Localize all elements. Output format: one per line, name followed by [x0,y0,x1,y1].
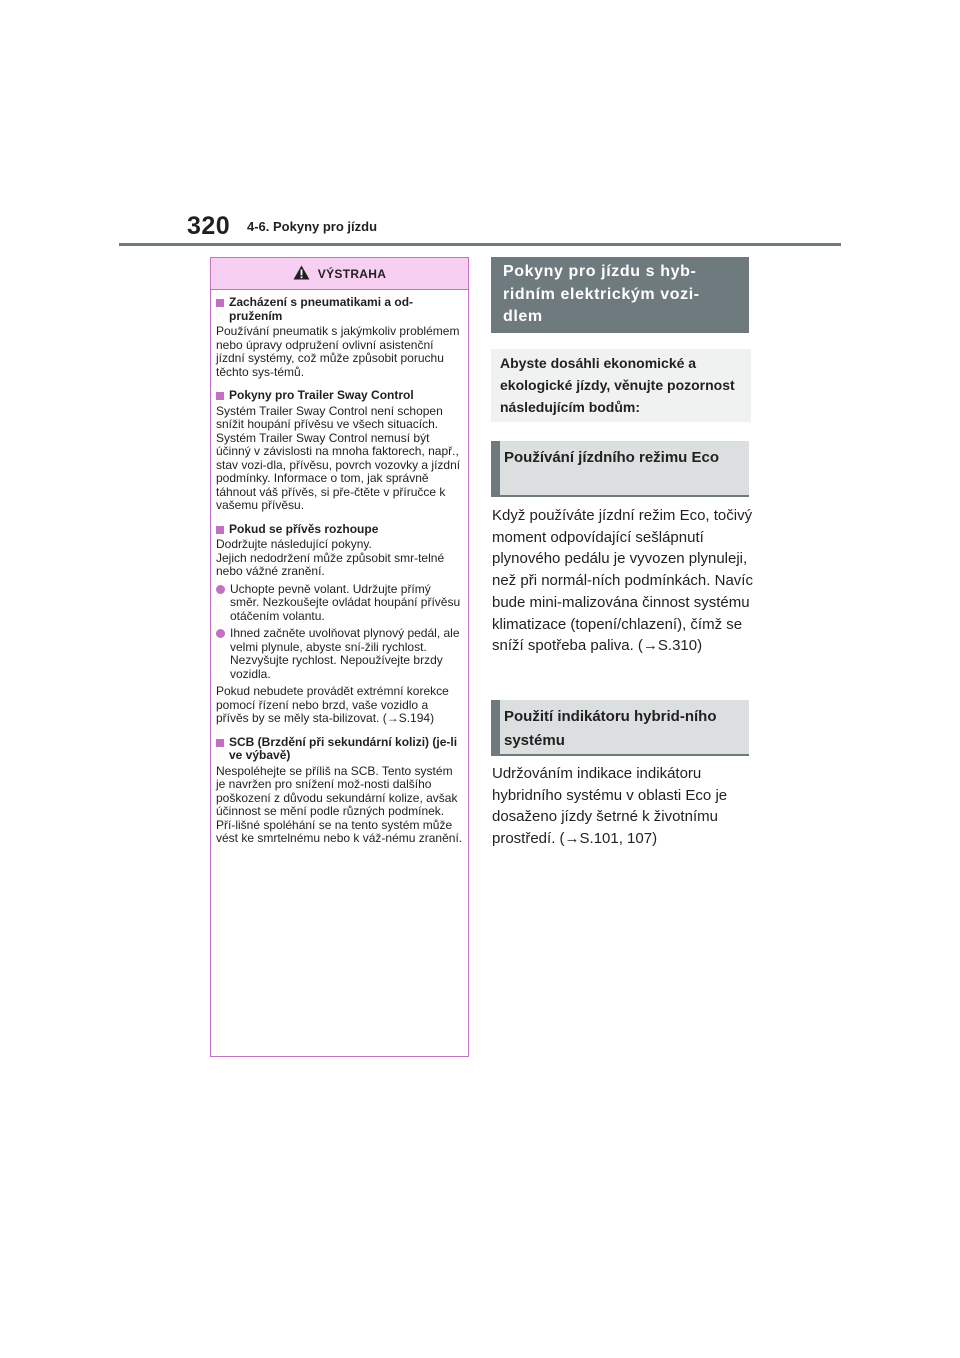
warning-triangle-icon [293,265,310,283]
warning-heading: SCB (Brzdění při sekundární kolizi) (je-li ve výbavě) [216,736,463,763]
warning-bullet: Ihned začněte uvolňovat plynový pedál, ale velmi plynule, abyste sní-žili rychlost. Nezvyšujte rychlost. Nepoužívejte brzdy vozidla. [216,627,463,681]
round-bullet-icon [216,585,225,594]
warning-box [210,257,469,1057]
body-text: Když používáte jízdní režim Eco, točivý moment odpovídající sešlápnutí plynového pedálu je vyvozen plynuleji, než při normál-ních podmínkách. Navíc bude mini-malizována činnost systému klimatizace (topení/chlazení), čímž se sníží spotřeba paliva. (→S.310) [492,507,753,655]
warning-header [211,258,468,290]
main-heading: Pokyny pro jízdu s hyb-ridním elektrickým vozi-dlem [491,257,749,333]
section-title: 4-6. Pokyny pro jízdu [247,219,378,234]
square-bullet-icon [216,739,224,747]
sub-heading: Používání jízdního režimu Eco [491,441,749,497]
warning-body [211,290,468,846]
warning-paragraph: Dodržujte následující pokyny. [216,537,372,551]
sub-heading: Použití indikátoru hybrid-ního systému [491,700,749,756]
warning-heading: Pokud se přívěs rozhoupe [216,523,463,537]
warning-title: VÝSTRAHA [317,266,387,281]
square-bullet-icon [216,392,224,400]
warning-paragraph: Systém Trailer Sway Control není schopen snížit houpání přívěsu ve všech situacích. Systém Trailer Sway Control nemusí být účinný v závislosti na mnoha faktorech, např., stav vozi-dla, přívěsu, povrch vozovky a jízdní podmínky. Informace o tom, jak správně táhnout váš přívěs, si pře-čtěte v příručce k vašemu přívěsu. [216,403,461,512]
header-rule [119,243,841,246]
warning-paragraph: Jejich nedodržení může způsobit smr-telné nebo vážné zranění. [216,550,445,578]
warning-heading: Pokyny pro Trailer Sway Control [216,389,463,403]
page-number: 320 [187,212,231,240]
warning-paragraph: Používání pneumatik s jakýmkoliv problémem nebo úpravy odpružení ovlivní asistenční jízdní systémy, což může způsobit poruchu těchto sys-témů. [216,324,460,379]
warning-bullet: Uchopte pevně volant. Udržujte přímý směr. Nezkoušejte ovládat houpání přívěsu otáčením volantu. [216,583,463,624]
square-bullet-icon [216,526,224,534]
warning-paragraph: Nespoléhejte se příliš na SCB. Tento systém je navržen pro snížení mož-nosti dalšího poškození z důvodu sekundární kolize, avšak účinnost se mění podle různých podmínek. Pří-lišné spoléhání se na tento systém může vést ke smrtelnému nebo k váž-nému zranění. [216,763,463,845]
intro-box: Abyste dosáhli ekonomické a ekologické jízdy, věnujte pozornost následujícím bodům: [491,349,751,422]
round-bullet-icon [216,629,225,638]
warning-paragraph: Pokud nebudete provádět extrémní korekce pomocí řízení nebo brzd, vaše vozidlo a přívěs by se měly sta-bilizovat. (→S.194) [216,684,449,725]
warning-heading: Zacházení s pneumatikami a od-pružením [216,296,463,323]
square-bullet-icon [216,299,224,307]
body-text: Udržováním indikace indikátoru hybridního systému v oblasti Eco je dosaženo jízdy šetrné k životnímu prostředí. (→S.101, 107) [492,765,728,848]
